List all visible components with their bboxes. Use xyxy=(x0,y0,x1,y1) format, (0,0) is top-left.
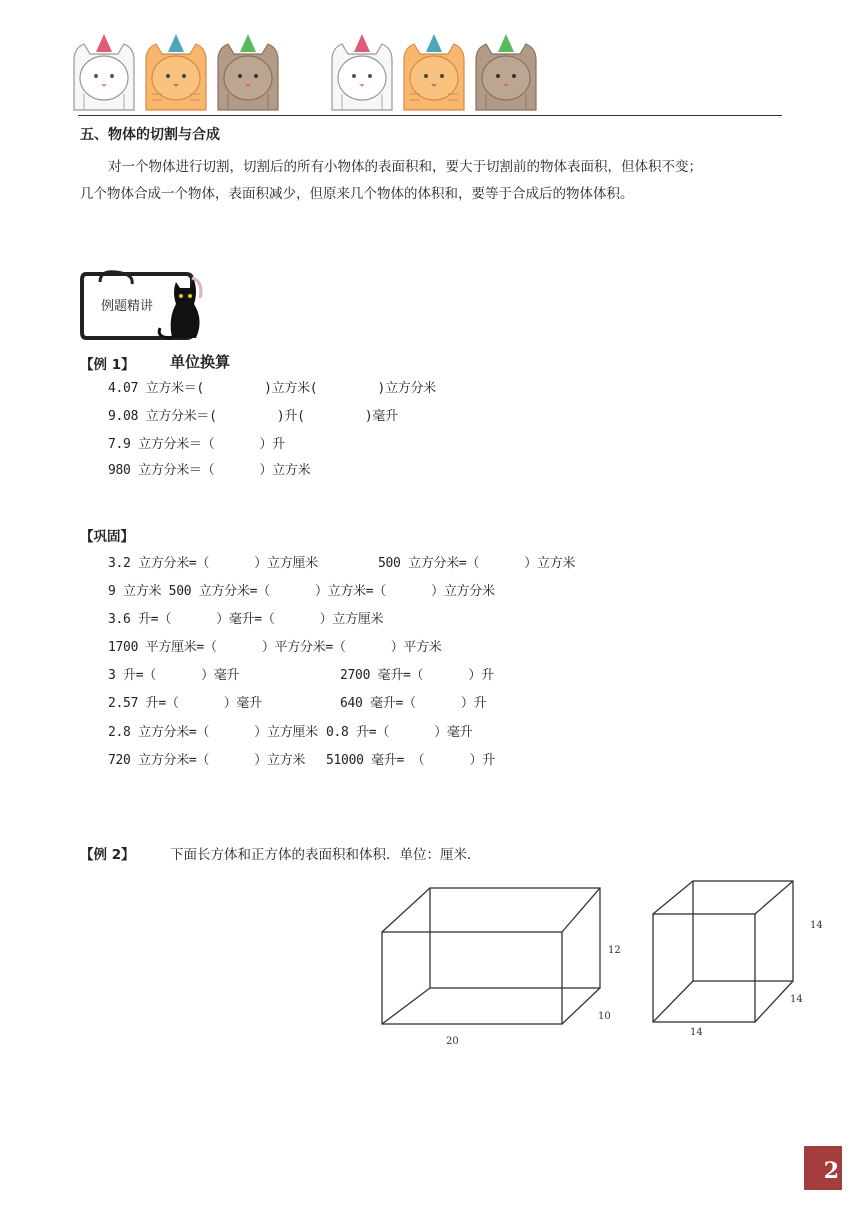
cuboid-length-label: 20 xyxy=(446,1036,459,1047)
consolidate-item: 720 立方分米=（ ）立方米 xyxy=(108,753,306,768)
consolidate-item: 1700 平方厘米=（ ）平方分米=（ ）平方米 xyxy=(108,640,442,655)
consolidate-item: 51000 毫升= （ ）升 xyxy=(326,753,495,768)
consolidate-item: 500 立方分米=（ ）立方米 xyxy=(378,556,576,571)
example1-line: 980 立方分米＝（ ）立方米 xyxy=(108,463,311,478)
example1-line: 4.07 立方米＝( )立方米( )立方分米 xyxy=(108,381,436,396)
example2-text: 下面长方体和正方体的表面积和体积．单位：厘米． xyxy=(170,847,481,863)
example1-line: 7.9 立方分米＝（ ）升 xyxy=(108,437,285,452)
page-number: 2 xyxy=(804,1146,842,1190)
orange-cat-decoration xyxy=(142,30,210,114)
consolidate-item: 9 立方米 500 立方分米=（ ）立方米=（ ）立方分米 xyxy=(108,584,495,599)
white-cat-decoration-2 xyxy=(328,30,396,114)
cube-edge-depth-label: 14 xyxy=(790,994,803,1005)
orange-cat-decoration-2 xyxy=(400,30,468,114)
cuboid-height-label: 12 xyxy=(608,945,621,956)
paragraph-line-2: 几个物体合成一个物体，表面积减少，但原来几个物体的体积和，要等于合成后的物体体积。 xyxy=(80,186,634,202)
consolidate-item: 2.57 升=（ ）毫升 xyxy=(108,696,262,711)
consolidate-item: 3.2 立方分米=（ ）立方厘米 xyxy=(108,556,318,571)
paragraph-line-1: 对一个物体进行切割，切割后的所有小物体的表面积和，要大于切割前的物体表面积，但体积不变； xyxy=(108,159,702,175)
cube-figure xyxy=(648,876,798,1026)
consolidate-item: 3.6 升=（ ）毫升=（ ）立方厘米 xyxy=(108,612,384,627)
white-cat-decoration xyxy=(70,30,138,114)
cube-edge-right-label: 14 xyxy=(810,920,823,931)
section-paragraph xyxy=(80,154,780,208)
badge-label: 例题精讲 xyxy=(101,299,154,314)
cuboid-width-label: 10 xyxy=(598,1011,611,1022)
section-title: 五、物体的切割与合成 xyxy=(80,127,220,143)
consolidate-item: 0.8 升=（ ）毫升 xyxy=(326,725,473,740)
header-divider xyxy=(78,115,782,116)
consolidate-item: 2700 毫升=（ ）升 xyxy=(340,668,494,683)
cube-edge-bottom-label: 14 xyxy=(690,1027,703,1038)
consolidate-item: 3 升=（ ）毫升 xyxy=(108,668,240,683)
brown-cat-decoration xyxy=(214,30,282,114)
example2-head: 【例 2】 xyxy=(80,847,135,863)
consolidate-item: 2.8 立方分米=（ ）立方厘米 xyxy=(108,725,318,740)
brown-cat-decoration-2 xyxy=(472,30,540,114)
example1-line: 9.08 立方分米＝( )升( )毫升 xyxy=(108,409,398,424)
cuboid-figure xyxy=(370,880,620,1030)
example1-title: 单位换算 xyxy=(170,353,231,371)
example1-head: 【例 1】 xyxy=(80,357,135,373)
consolidate-head: 【巩固】 xyxy=(80,529,134,545)
consolidate-item: 640 毫升=（ ）升 xyxy=(340,696,487,711)
